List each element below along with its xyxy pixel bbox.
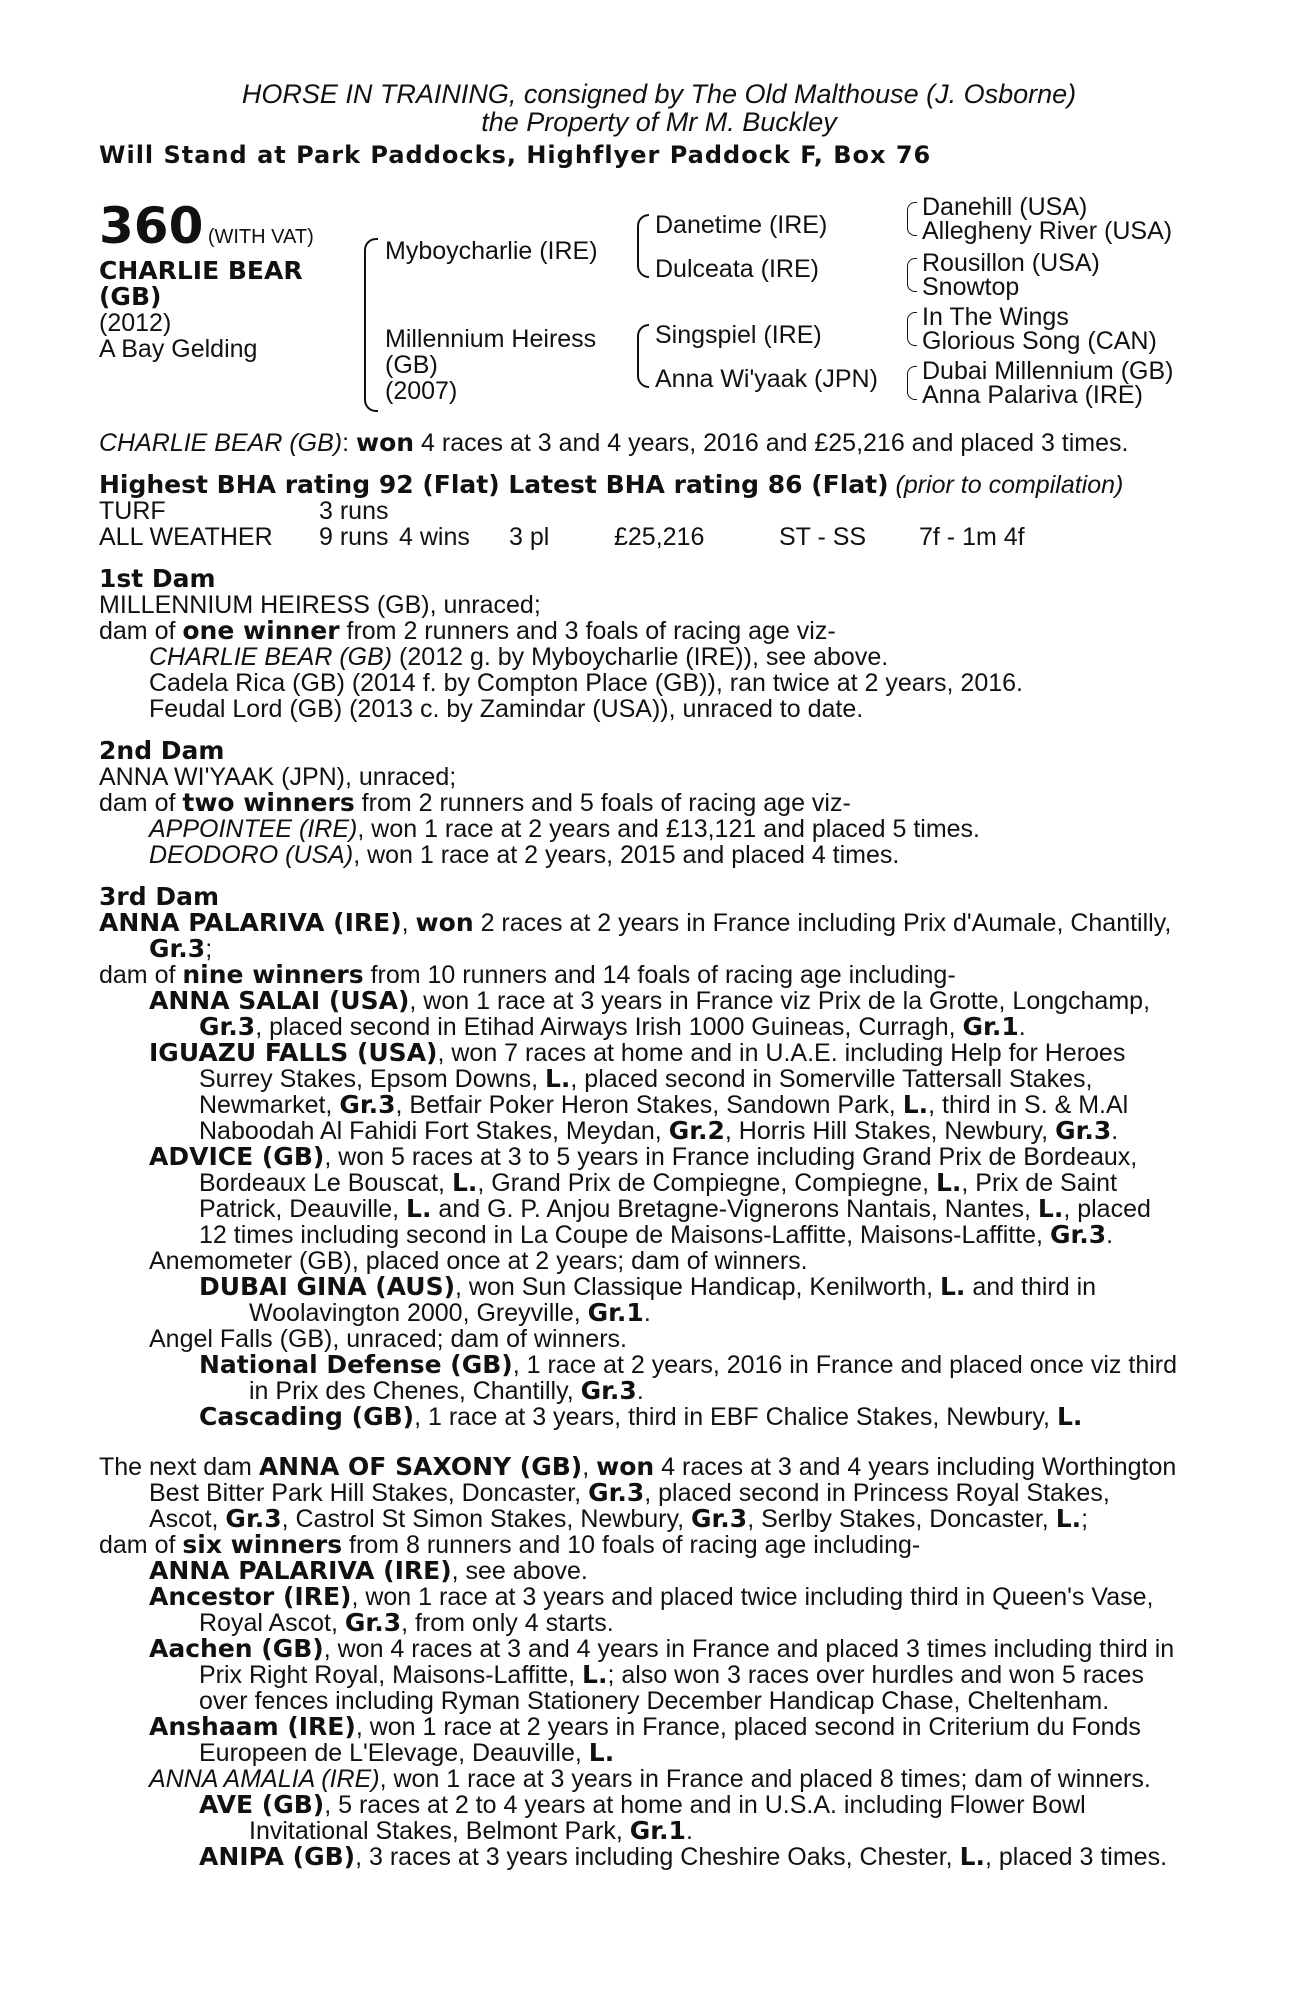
lot-number-row <box>99 197 314 255</box>
text: , Prix de Saint <box>961 1169 1118 1197</box>
catalogue-page <box>99 80 1219 1870</box>
ratings-note: (prior to compilation) <box>895 471 1124 499</box>
text: over fences including Ryman Stationery December Handicap Chase, Cheltenham. <box>199 1687 1110 1715</box>
progeny-name: ANNA SALAI (USA) <box>149 986 410 1015</box>
dam-name: ANNA PALARIVA (IRE) <box>99 908 402 937</box>
text: Bordeaux Le Bouscat, <box>199 1169 452 1197</box>
summary-name: CHARLIE BEAR (GB) <box>99 429 343 457</box>
progeny-name: CHARLIE BEAR (GB) <box>149 643 393 671</box>
foaling-year: (2012) <box>99 309 172 337</box>
text: , 5 races at 2 to 4 years at home and in U.S.A. including Flower Bowl <box>324 1791 1086 1819</box>
text: dam of <box>99 1531 183 1559</box>
progeny-item <box>99 1352 1219 1404</box>
bracket-3 <box>907 312 917 346</box>
dam-brace <box>637 324 649 388</box>
progeny-name: DUBAI GINA (AUS) <box>199 1272 455 1301</box>
text: , 1 race at 2 years, 2016 in France and placed once viz third <box>512 1351 1178 1379</box>
progeny-item <box>99 1766 1219 1792</box>
dam-year: (2007) <box>385 377 458 405</box>
bracket-2 <box>907 258 917 292</box>
text: , won 1 race at 2 years and £13,121 and placed 5 times. <box>357 815 980 843</box>
progeny-name: APPOINTEE (IRE) <box>149 815 358 843</box>
grade: L. <box>582 1660 608 1689</box>
text: Prix Right Royal, Maisons-Laffitte, <box>199 1661 583 1689</box>
text: dam of <box>99 961 183 989</box>
text: Invitational Stakes, Belmont Park, <box>249 1817 630 1845</box>
aw-runs: 9 runs <box>319 523 389 551</box>
text: Ascot, <box>149 1505 226 1533</box>
aw-label: ALL WEATHER <box>99 523 273 551</box>
g3-1: Danehill (USA) <box>922 193 1088 221</box>
grade: Gr.3 <box>1049 1220 1107 1249</box>
bracket-4 <box>907 366 917 400</box>
sire: Myboycharlie (IRE) <box>385 237 598 265</box>
dam-name: ANNA OF SAXONY (GB) <box>258 1452 583 1481</box>
text: and third in <box>965 1273 1097 1301</box>
aw-going: ST - SS <box>779 523 867 551</box>
sire-dam: Dulceata (IRE) <box>655 255 819 283</box>
grade: L. <box>451 1168 478 1197</box>
g3-6: Glorious Song (CAN) <box>922 327 1157 355</box>
text: in Prix des Chenes, Chantilly, <box>249 1377 581 1405</box>
second-dam-name: ANNA WI'YAAK (JPN), unraced; <box>99 763 457 791</box>
text: , Serlby Stakes, Doncaster, <box>747 1505 1056 1533</box>
text: from 8 runners and 10 foals of racing age including- <box>342 1531 921 1559</box>
progeny-item <box>99 816 1219 842</box>
progeny-name: ANIPA (GB) <box>199 1842 356 1871</box>
next-dam-section <box>99 1454 1219 1870</box>
grade: Gr.3 <box>580 1376 637 1405</box>
aw-placed: 3 pl <box>509 523 550 551</box>
text: ; <box>205 935 213 963</box>
turf-label: TURF <box>99 497 166 525</box>
progeny-name: National Defense (GB) <box>199 1350 513 1379</box>
horse-name: CHARLIE BEAR <box>99 256 303 285</box>
won: won <box>596 1452 655 1481</box>
text: , Horris Hill Stakes, Newbury, <box>724 1117 1056 1145</box>
progeny-item <box>99 988 1219 1040</box>
text: , won 4 races at 3 and 4 years in France and placed 3 times including third in <box>323 1635 1175 1663</box>
progeny-item <box>99 1274 1219 1326</box>
turf-record <box>99 498 1219 524</box>
text: , <box>582 1453 597 1481</box>
grade: L. <box>588 1738 615 1767</box>
g3-5: In The Wings <box>922 303 1069 331</box>
progeny-item <box>99 1844 1219 1870</box>
progeny-name: IGUAZU FALLS (USA) <box>149 1038 438 1067</box>
progeny-name: Aachen (GB) <box>149 1634 324 1663</box>
progeny-name: ANNA AMALIA (IRE) <box>149 1765 380 1793</box>
dam: Millennium Heiress <box>385 325 597 353</box>
text: , Betfair Poker Heron Stakes, Sandown Park, <box>395 1091 903 1119</box>
aw-distance: 7f - 1m 4f <box>919 523 1025 551</box>
bha-ratings: Highest BHA rating 92 (Flat) Latest BHA rating 86 (Flat) <box>99 470 889 499</box>
property-line: the Property of Mr M. Buckley <box>481 107 837 137</box>
winners-count: six winners <box>182 1530 343 1559</box>
grade: Gr.3 <box>225 1504 282 1533</box>
progeny-name: ANNA PALARIVA (IRE) <box>149 1556 452 1585</box>
text: , from only 4 starts. <box>401 1609 614 1637</box>
text: , won 7 races at home and in U.A.E. including Help for Heroes <box>437 1039 1126 1067</box>
ratings-block <box>99 472 1219 550</box>
third-dam-heading: 3rd Dam <box>99 882 219 911</box>
first-dam-heading: 1st Dam <box>99 564 216 593</box>
text: , Grand Prix de Compiegne, Compiegne, <box>477 1169 936 1197</box>
text: , placed second in Etihad Airways Irish 1000 Guineas, Curragh, <box>255 1013 963 1041</box>
text: , won Sun Classique Handicap, Kenilworth, <box>455 1273 940 1301</box>
summary-rest: 4 races at 3 and 4 years, 2016 and £25,216 and placed 3 times. <box>414 429 1129 457</box>
text: from 2 runners and 5 foals of racing age viz- <box>354 789 851 817</box>
grade: Gr.3 <box>149 934 206 963</box>
horse-description: A Bay Gelding <box>99 335 258 363</box>
text: 2 races at 2 years in France including Prix d'Aumale, Chantilly, <box>473 909 1172 937</box>
progeny-name: Anshaam (IRE) <box>149 1712 356 1741</box>
dam-sire: Singspiel (IRE) <box>655 321 822 349</box>
progeny-item <box>99 1792 1219 1844</box>
lot-number: 360 <box>99 197 204 255</box>
progeny-item <box>99 1584 1219 1636</box>
progeny-name: ADVICE (GB) <box>149 1142 325 1171</box>
text: Royal Ascot, <box>199 1609 345 1637</box>
text: , 3 races at 3 years including Cheshire Oaks, Chester, <box>355 1843 960 1871</box>
text: from 2 runners and 3 foals of racing age viz- <box>339 617 836 645</box>
grade: L. <box>406 1194 432 1223</box>
third-dam-entry <box>99 910 1219 962</box>
text: , third in S. & M.Al <box>928 1091 1129 1119</box>
grade: Gr.3 <box>344 1608 402 1637</box>
grade: Gr.1 <box>587 1298 644 1327</box>
summary-won: won <box>356 428 415 457</box>
grade: L. <box>902 1090 929 1119</box>
stabling-line: Will Stand at Park Paddocks, Highflyer Paddock F, Box 76 <box>99 141 932 169</box>
text: , <box>401 909 416 937</box>
progeny-item: Feudal Lord (GB) (2013 c. by Zamindar (USA)), unraced to date. <box>149 695 864 723</box>
text: , won 1 race at 2 years, 2015 and placed 4 times. <box>353 841 900 869</box>
text: , won 1 race at 3 years in France viz Prix de la Grotte, Longchamp, <box>409 987 1151 1015</box>
grade: Gr.3 <box>199 1012 256 1041</box>
text: , 1 race at 3 years, third in EBF Chalice Stakes, Newbury, <box>414 1403 1057 1431</box>
text: . <box>1111 1117 1119 1145</box>
g3-7: Dubai Millennium (GB) <box>922 357 1174 385</box>
progeny-item <box>99 1404 1219 1430</box>
grade: Gr.1 <box>629 1816 686 1845</box>
text: ; also won 3 races over hurdles and won 5 races <box>607 1661 1144 1689</box>
first-dam-name: MILLENNIUM HEIRESS (GB), unraced; <box>99 591 541 619</box>
text: Best Bitter Park Hill Stakes, Doncaster, <box>149 1479 589 1507</box>
horse-country: (GB) <box>99 282 162 311</box>
dam-country: (GB) <box>385 351 438 379</box>
text: , Castrol St Simon Stakes, Newbury, <box>281 1505 692 1533</box>
grade: Gr.3 <box>1055 1116 1112 1145</box>
progeny-item: Cadela Rica (GB) (2014 f. by Compton Place (GB)), ran twice at 2 years, 2016. <box>149 669 1023 697</box>
progeny-name: DEODORO (USA) <box>149 841 354 869</box>
progeny-name: AVE (GB) <box>199 1790 325 1819</box>
progeny-name: Cascading (GB) <box>199 1402 415 1431</box>
won: won <box>415 908 474 937</box>
grade: L. <box>940 1272 966 1301</box>
text: ; <box>1081 1505 1089 1533</box>
race-summary: CHARLIE BEAR (GB): won 4 races at 3 and 4 years, 2016 and £25,216 and placed 3 times. <box>99 428 1129 457</box>
text: . <box>643 1299 651 1327</box>
text: Newmarket, <box>199 1091 340 1119</box>
sire-brace <box>637 214 649 278</box>
text: Patrick, Deauville, <box>199 1195 407 1223</box>
progeny-name: Ancestor (IRE) <box>149 1582 352 1611</box>
text: Europeen de L'Elevage, Deauville, <box>199 1739 589 1767</box>
text: , see above. <box>451 1557 588 1585</box>
text: . <box>1106 1221 1114 1249</box>
text: , placed 3 times. <box>985 1843 1168 1871</box>
grade: Gr.3 <box>691 1504 748 1533</box>
text: , won 5 races at 3 to 5 years in France including Grand Prix de Bordeaux, <box>324 1143 1138 1171</box>
grade: Gr.2 <box>668 1116 725 1145</box>
progeny-item <box>99 1636 1219 1714</box>
text: . <box>636 1377 644 1405</box>
bracket-1 <box>907 202 917 236</box>
text: , placed <box>1063 1195 1151 1223</box>
text: . <box>1018 1013 1026 1041</box>
grade: Gr.3 <box>588 1478 645 1507</box>
winners-count: two winners <box>182 788 355 817</box>
progeny-item: Anemometer (GB), placed once at 2 years; dam of winners. <box>149 1247 808 1275</box>
progeny-item <box>99 1558 1219 1584</box>
text: and G. P. Anjou Bretagne-Vignerons Nantais, Nantes, <box>431 1195 1038 1223</box>
consignor-line: HORSE IN TRAINING, consigned by The Old Malthouse (J. Osborne) <box>241 79 1077 109</box>
grade: L. <box>1037 1194 1064 1223</box>
progeny-item: Angel Falls (GB), unraced; dam of winners. <box>149 1325 627 1353</box>
text: 4 races at 3 and 4 years including Worthington <box>654 1453 1177 1481</box>
g3-2: Allegheny River (USA) <box>922 217 1173 245</box>
grade: L. <box>935 1168 962 1197</box>
grade: Gr.3 <box>339 1090 396 1119</box>
text: , placed second in Princess Royal Stakes, <box>644 1479 1110 1507</box>
aw-wins: 4 wins <box>399 523 470 551</box>
winners-count: nine winners <box>182 960 364 989</box>
g3-8: Anna Palariva (IRE) <box>922 381 1143 409</box>
vat-note: (WITH VAT) <box>207 226 314 248</box>
turf-runs: 3 runs <box>319 497 389 525</box>
next-dam-entry <box>99 1454 1219 1532</box>
grade: L. <box>544 1064 571 1093</box>
progeny-item <box>99 1714 1219 1766</box>
text: , won 1 race at 2 years in France, placed second in Criterium du Fonds <box>355 1713 1141 1741</box>
dam-dam: Anna Wi'yaak (JPN) <box>655 365 878 393</box>
text: Naboodah Al Fahidi Fort Stakes, Meydan, <box>199 1117 669 1145</box>
progeny-item <box>99 842 1219 868</box>
aw-earnings: £25,216 <box>614 523 705 551</box>
grade: Gr.1 <box>962 1012 1019 1041</box>
winners-count: one winner <box>182 616 340 645</box>
progeny-item <box>99 1144 1219 1248</box>
text: (2012 g. by Myboycharlie (IRE)), see above. <box>392 643 889 671</box>
grade: L. <box>1056 1402 1083 1431</box>
first-dam-section <box>99 566 1219 722</box>
pedigree-brace <box>364 238 378 412</box>
g3-3: Rousillon (USA) <box>922 249 1100 277</box>
text: . <box>685 1817 693 1845</box>
aw-record <box>99 524 1219 550</box>
second-dam-heading: 2nd Dam <box>99 736 225 765</box>
text: dam of <box>99 617 183 645</box>
grade: L. <box>1055 1504 1082 1533</box>
progeny-item <box>99 1040 1219 1144</box>
grade: L. <box>959 1842 985 1871</box>
text: 12 times including second in La Coupe de Maisons-Laffitte, Maisons-Laffitte, <box>199 1221 1050 1249</box>
text: dam of <box>99 789 183 817</box>
progeny-item <box>99 644 1219 670</box>
text: , placed second in Somerville Tattersall Stakes, <box>570 1065 1093 1093</box>
text: , won 1 race at 3 years and placed twice including third in Queen's Vase, <box>351 1583 1154 1611</box>
g3-4: Snowtop <box>922 273 1020 301</box>
third-dam-section <box>99 884 1219 1430</box>
pedigree-block <box>99 193 1219 418</box>
text: from 10 runners and 14 foals of racing age including- <box>363 961 956 989</box>
second-dam-section <box>99 738 1219 868</box>
text: The next dam <box>99 1453 259 1481</box>
text: Surrey Stakes, Epsom Downs, <box>199 1065 545 1093</box>
sire-sire: Danetime (IRE) <box>655 211 828 239</box>
text: , won 1 race at 3 years in France and placed 8 times; dam of winners. <box>379 1765 1151 1793</box>
text: Woolavington 2000, Greyville, <box>249 1299 588 1327</box>
